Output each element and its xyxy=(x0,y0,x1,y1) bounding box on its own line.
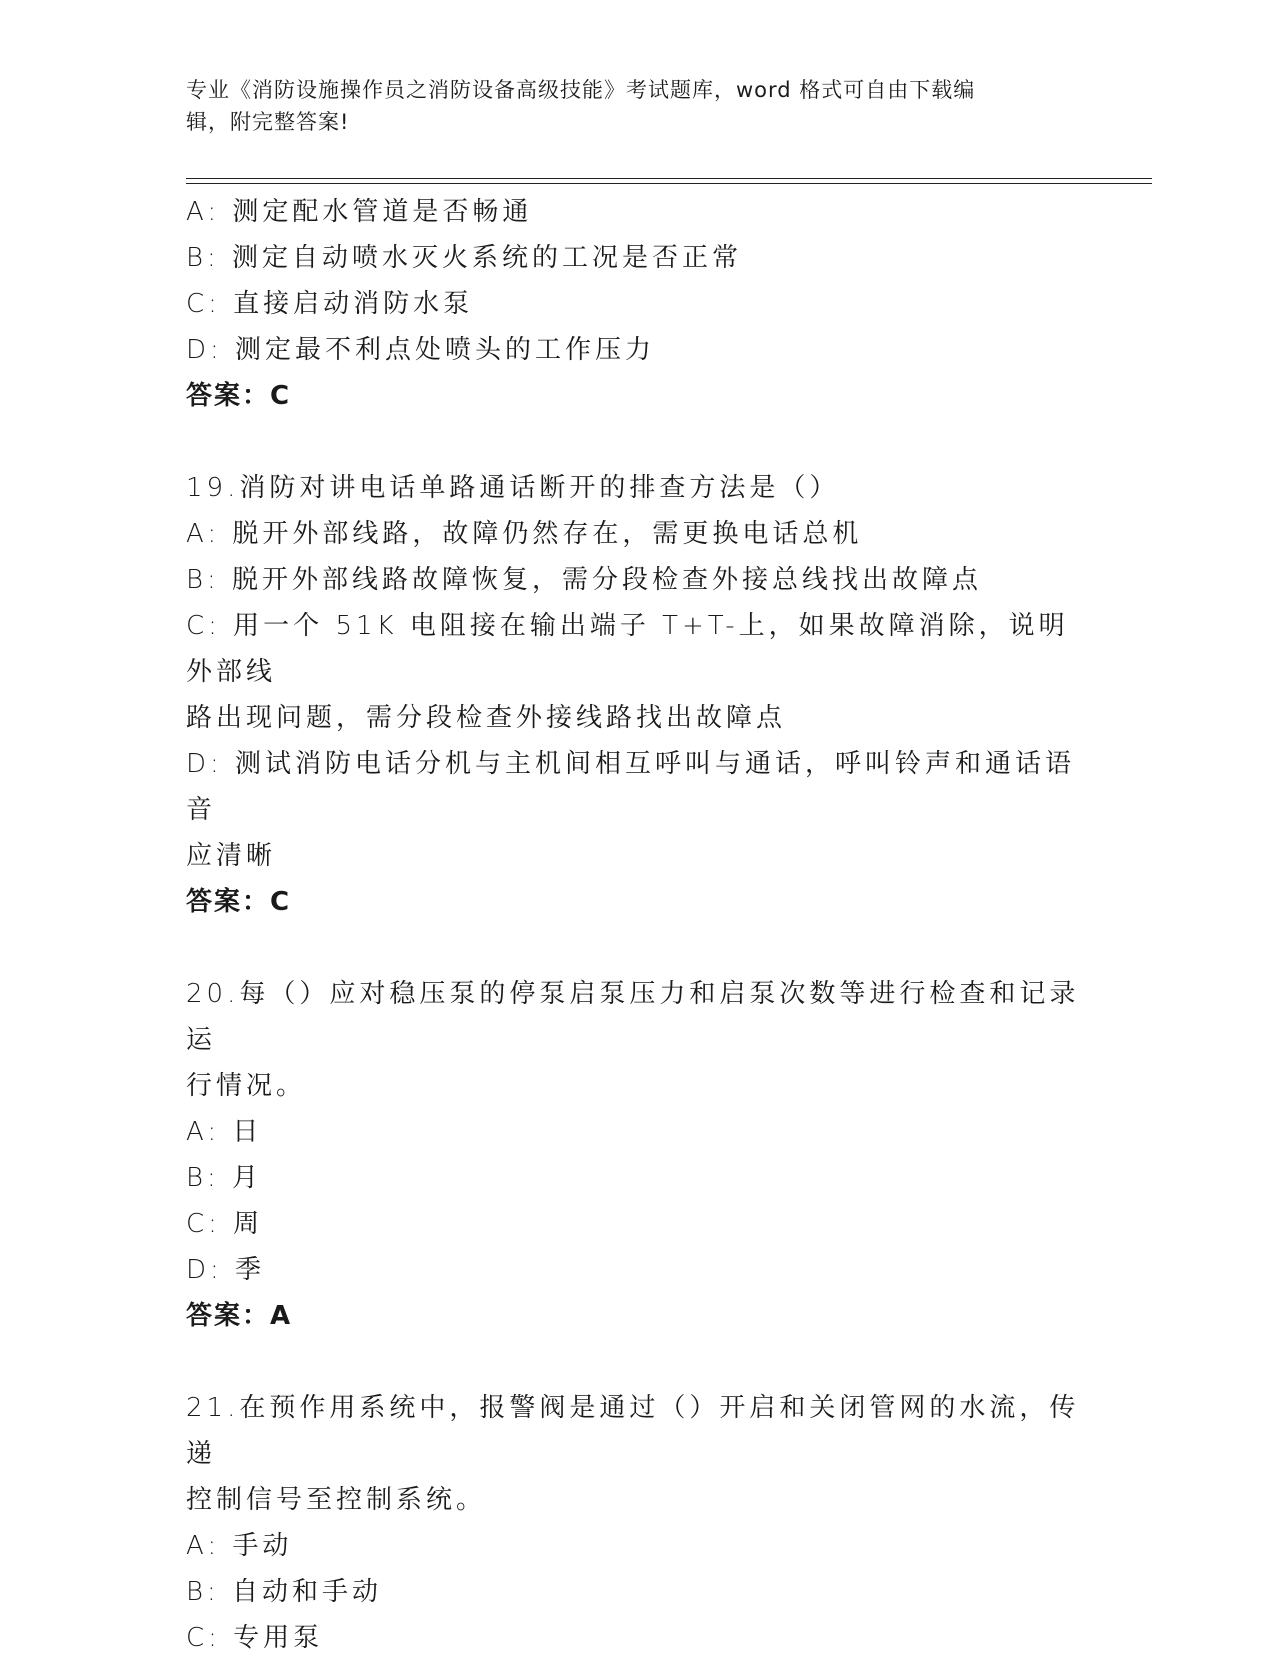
option-d: D: 测定最不利点处喷头的工作压力 xyxy=(186,335,656,365)
option-c: C: 周 xyxy=(186,1209,264,1239)
spacer xyxy=(186,1339,1086,1385)
option-d: D: 测试消防电话分机与主机间相互呼叫与通话，呼叫铃声和通话语音 xyxy=(186,749,1076,825)
option-c: C: 专用泵 xyxy=(186,1623,324,1653)
answer: 答案：C xyxy=(186,887,292,917)
question-text: 19.消防对讲电话单路通话断开的排查方法是（） xyxy=(186,473,840,503)
question-text: 21.在预作用系统中，报警阀是通过（）开启和关闭管网的水流，传递 xyxy=(186,1393,1080,1469)
header-line-1: 专业《消防设施操作员之消防设备高级技能》考试题库，word 格式可自由下载编 xyxy=(186,78,976,102)
question-18-partial xyxy=(186,189,1086,419)
option-d-continued: 应清晰 xyxy=(186,841,277,871)
option-b: B: 测定自动喷水灭火系统的工况是否正常 xyxy=(186,243,743,273)
question-20 xyxy=(186,971,1086,1339)
answer: 答案：A xyxy=(186,1301,293,1331)
option-b: B: 月 xyxy=(186,1163,263,1193)
option-c: C: 直接启动消防水泵 xyxy=(186,289,474,319)
question-text-continued: 行情况。 xyxy=(186,1071,307,1101)
question-text: 20.每（）应对稳压泵的停泵启泵压力和启泵次数等进行检查和记录运 xyxy=(186,979,1080,1055)
option-a: A: 手动 xyxy=(186,1531,293,1561)
header-divider-bottom xyxy=(186,183,1152,184)
question-21 xyxy=(186,1385,1086,1661)
option-d: D: 季 xyxy=(186,1255,266,1285)
document-header xyxy=(186,74,1066,138)
question-19 xyxy=(186,465,1086,925)
spacer xyxy=(186,419,1086,465)
option-a: A: 测定配水管道是否畅通 xyxy=(186,197,533,227)
option-c-continued: 路出现问题，需分段检查外接线路找出故障点 xyxy=(186,703,787,733)
spacer xyxy=(186,925,1086,971)
header-divider-top xyxy=(186,178,1152,179)
header-line-2: 辑，附完整答案! xyxy=(186,110,350,134)
option-b: B: 脱开外部线路故障恢复，需分段检查外接总线找出故障点 xyxy=(186,565,983,595)
option-b: B: 自动和手动 xyxy=(186,1577,383,1607)
option-a: A: 脱开外部线路，故障仍然存在，需更换电话总机 xyxy=(186,519,863,549)
option-a: A: 日 xyxy=(186,1117,263,1147)
answer: 答案：C xyxy=(186,381,292,411)
document-body xyxy=(186,189,1086,1661)
option-c: C: 用一个 51K 电阻接在输出端子 T+T-上，如果故障消除，说明外部线 xyxy=(186,611,1069,687)
question-text-continued: 控制信号至控制系统。 xyxy=(186,1485,487,1515)
